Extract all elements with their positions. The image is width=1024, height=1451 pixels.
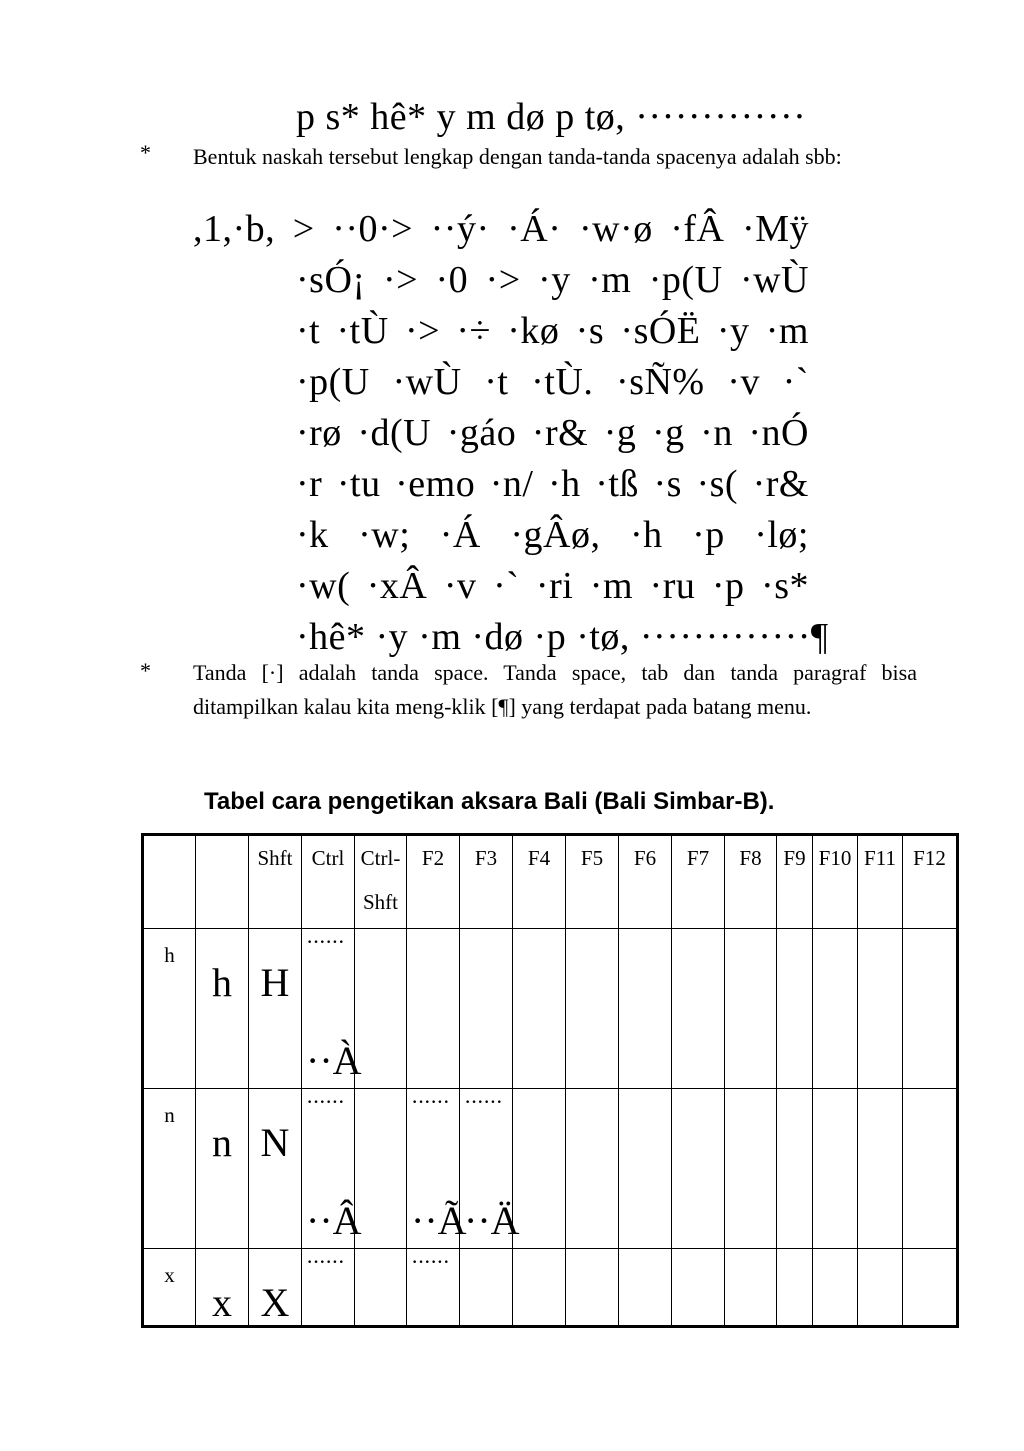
empty-cell <box>725 1249 777 1327</box>
empty-cell <box>513 1249 566 1327</box>
f2-cell <box>407 929 460 1089</box>
top-bali-line: p s* hê* y m dø p tø, ············· <box>296 96 807 138</box>
f3-cell <box>460 1249 513 1327</box>
dot-mark-icon: ······ <box>411 1249 449 1274</box>
header-cell <box>143 835 196 929</box>
key-label-cell: n <box>143 1089 196 1249</box>
bali-line: ·p(U ·wÙ ·t ·tÙ. ·sÑ% ·v ·` <box>296 361 809 403</box>
header-cell: F7 <box>672 835 725 929</box>
empty-cell <box>777 1089 813 1249</box>
header-cell: Shft <box>249 835 302 929</box>
empty-cell <box>858 929 903 1089</box>
bali-line: ·t ·tÙ ·> ·÷ ·kø ·s ·sÓË ·y ·m <box>296 310 809 352</box>
bali-line: ·sÓ¡ ·> ·0 ·> ·y ·m ·p(U ·wÙ <box>296 259 809 301</box>
empty-cell <box>566 1089 619 1249</box>
ctrl-shift-cell <box>355 1249 407 1327</box>
empty-cell <box>777 929 813 1089</box>
empty-cell <box>725 1089 777 1249</box>
empty-cell <box>858 1089 903 1249</box>
table-header-row <box>143 835 958 929</box>
ctrl-glyph: ··À <box>306 1038 362 1083</box>
dot-mark-icon: ······ <box>306 1249 344 1274</box>
f2-glyph: ··Ã <box>411 1198 467 1243</box>
empty-cell <box>672 1089 725 1249</box>
note2-text: Tanda [·] adalah tanda space. Tanda space, tab dan tanda paragraf bisa ditampilkan kalau kita meng-klik [¶] yang terdapat pada batang menu. <box>193 660 917 719</box>
bali-line: ·r ·tu ·emo ·n/ ·h ·tß ·s ·s( ·r& <box>296 463 809 505</box>
ctrl-glyph-cell <box>302 1089 362 1249</box>
header-cell: Ctrl <box>302 835 355 929</box>
empty-cell <box>566 1249 619 1327</box>
empty-cell <box>725 929 777 1089</box>
header-cell: F8 <box>725 835 777 929</box>
empty-cell <box>813 1089 858 1249</box>
bali-line: ·k ·w; ·Á ·gÂø, ·h ·p ·lø; <box>296 514 809 556</box>
header-cell: F3 <box>460 835 513 929</box>
empty-cell <box>903 1249 958 1327</box>
empty-cell <box>619 929 672 1089</box>
note1-bullet: * <box>140 140 151 165</box>
ctrl-shift-cell <box>355 929 407 1089</box>
note1-text: Bentuk naskah tersebut lengkap dengan tanda-tanda spacenya adalah sbb: <box>193 144 842 169</box>
header-cell: F6 <box>619 835 672 929</box>
shift-glyph-cell: X <box>249 1249 302 1327</box>
table-caption: Tabel cara pengetikan aksara Bali (Bali Simbar-B). <box>204 788 775 815</box>
empty-cell <box>513 929 566 1089</box>
shift-glyph-cell: H <box>249 929 302 1089</box>
dot-mark-icon: ······ <box>306 1089 344 1114</box>
shift-glyph-cell: N <box>249 1089 302 1249</box>
ctrl-glyph-cell <box>302 929 362 1089</box>
table-row <box>143 929 958 1089</box>
empty-cell <box>513 1089 566 1249</box>
header-cell <box>196 835 249 929</box>
bali-line: ,1,·b, > ··0·> ··ý· ·Á· ·w·ø ·fÂ ·Mÿ <box>193 208 809 250</box>
table-row <box>143 1249 958 1327</box>
dot-mark-icon: ······ <box>411 1089 449 1114</box>
header-cell: Ctrl-Shft <box>355 835 407 929</box>
empty-cell <box>903 1089 958 1249</box>
ctrl-glyph: ··Â <box>306 1198 362 1243</box>
table-row <box>143 1089 958 1249</box>
bali-line: ·rø ·d(U ·gáo ·r& ·g ·g ·n ·nÓ <box>296 412 809 454</box>
header-cell: F12 <box>903 835 958 929</box>
header-cell: F5 <box>566 835 619 929</box>
empty-cell <box>619 1089 672 1249</box>
bali-text-block <box>193 204 829 663</box>
empty-cell <box>672 929 725 1089</box>
header-cell: F9 <box>777 835 813 929</box>
header-cell: F10 <box>813 835 858 929</box>
empty-cell <box>903 929 958 1089</box>
bali-line: ·w( ·xÂ ·v ·` ·ri ·m ·ru ·p ·s* <box>296 565 809 607</box>
empty-cell <box>566 929 619 1089</box>
empty-cell <box>777 1249 813 1327</box>
f2-cell <box>407 1089 467 1249</box>
empty-cell <box>813 929 858 1089</box>
keyboard-table <box>141 833 959 1328</box>
bali-line: ·hê* ·y ·m ·dø ·p ·tø, ·············¶ <box>296 616 829 658</box>
empty-cell <box>813 1249 858 1327</box>
f3-cell <box>460 929 513 1089</box>
dot-mark-icon: ······ <box>306 929 344 954</box>
header-cell: F4 <box>513 835 566 929</box>
ctrl-glyph-cell <box>302 1249 355 1327</box>
header-cell: F11 <box>858 835 903 929</box>
key-label-cell: h <box>143 929 196 1089</box>
empty-cell <box>619 1249 672 1327</box>
header-cell: F2 <box>407 835 460 929</box>
plain-glyph-cell: x <box>196 1249 249 1327</box>
empty-cell <box>672 1249 725 1327</box>
ctrl-shift-cell <box>355 1089 407 1249</box>
key-label-cell: x <box>143 1249 196 1327</box>
f3-cell <box>460 1089 520 1249</box>
f2-cell <box>407 1249 460 1327</box>
dot-mark-icon: ······ <box>464 1089 502 1114</box>
plain-glyph-cell: h <box>196 929 249 1089</box>
plain-glyph-cell: n <box>196 1089 249 1249</box>
note2-bullet: * <box>140 658 151 683</box>
empty-cell <box>858 1249 903 1327</box>
f3-glyph: ··Ä <box>464 1198 520 1243</box>
